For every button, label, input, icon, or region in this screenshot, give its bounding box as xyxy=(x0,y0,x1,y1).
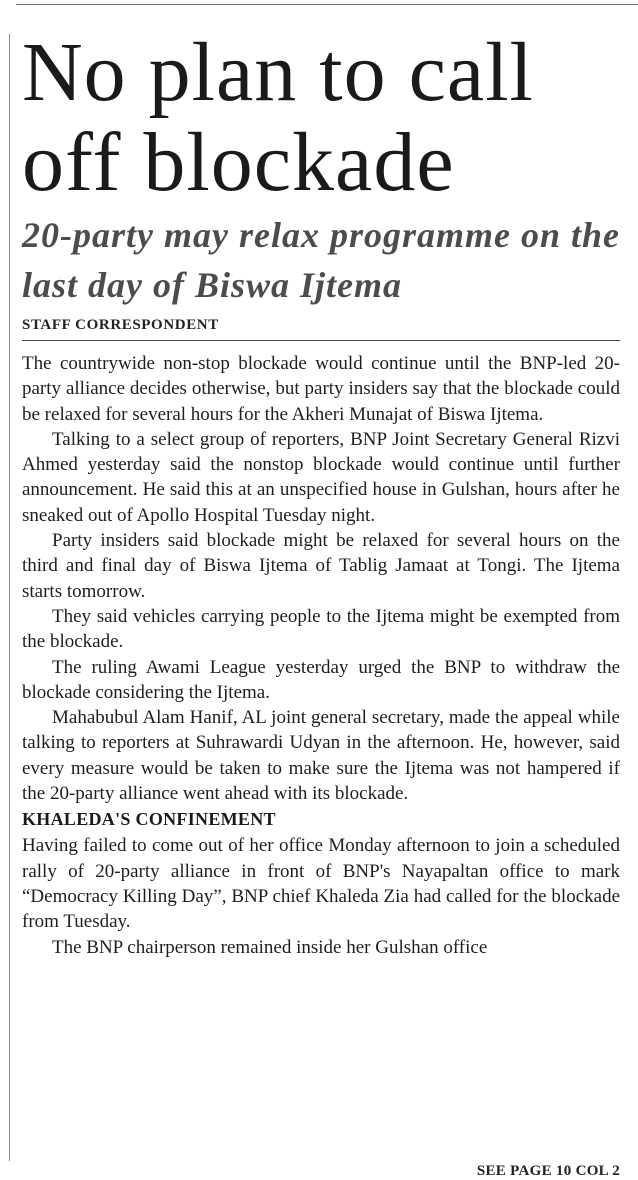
article-body xyxy=(22,351,620,960)
top-rule xyxy=(16,4,638,5)
paragraph-3: Party insiders said blockade might be relaxed for several hours on the third and final day of Biswa Ijtema of Tablig Jamaat at Tongi. The Ijtema starts tomorrow. xyxy=(22,530,620,602)
paragraph-5: The ruling Awami League yesterday urged the BNP to withdraw the blockade considering the Ijtema. xyxy=(22,656,620,703)
news-article xyxy=(22,26,620,1179)
byline xyxy=(22,314,620,341)
subheadline: 20-party may relax programme on the last day of Biswa Ijtema xyxy=(22,215,620,305)
headline: No plan to call off blockade xyxy=(22,26,534,209)
continued-note: SEE PAGE 10 COL 2 xyxy=(476,1163,620,1179)
section-paragraph-1: Having failed to come out of her office Monday afternoon to join a scheduled rally of 20-party alliance in front of BNP's Nayapaltan office to mark “Democracy Killing Day”, BNP chief Khaleda Zia had called for the blockade from Tuesday. xyxy=(22,835,620,933)
paragraph-4: They said vehicles carrying people to the Ijtema might be exempted from the blockade. xyxy=(22,605,620,653)
section-heading: KHALEDA'S CONFINEMENT xyxy=(22,809,276,830)
paragraph-1: The countrywide non-stop blockade would continue until the BNP-led 20-party alliance decides otherwise, but party insiders say that the blockade could be relaxed for several hours for the Akheri Munajat of Biswa Ijtema. xyxy=(22,353,620,425)
paragraph-2: Talking to a select group of reporters, BNP Joint Secretary General Rizvi Ahmed yesterday said the nonstop blockade would continue until further announcement. He said this at an unspecified house in Gulshan, hours after he sneaked out of Apollo Hospital Tuesday night. xyxy=(22,428,620,526)
column-rule xyxy=(9,34,10,1161)
section-paragraph-2: The BNP chairperson remained inside her Gulshan office xyxy=(52,936,488,958)
paragraph-6: Mahabubul Alam Hanif, AL joint general secretary, made the appeal while talking to reporters at Suhrawardi Udyan in the afternoon. He, however, said every measure would be taken to make sure the Ijtema was not hampered if the 20-party alliance went ahead with its blockade. xyxy=(22,707,620,805)
byline-text: STAFF CORRESPONDENT xyxy=(22,317,219,333)
